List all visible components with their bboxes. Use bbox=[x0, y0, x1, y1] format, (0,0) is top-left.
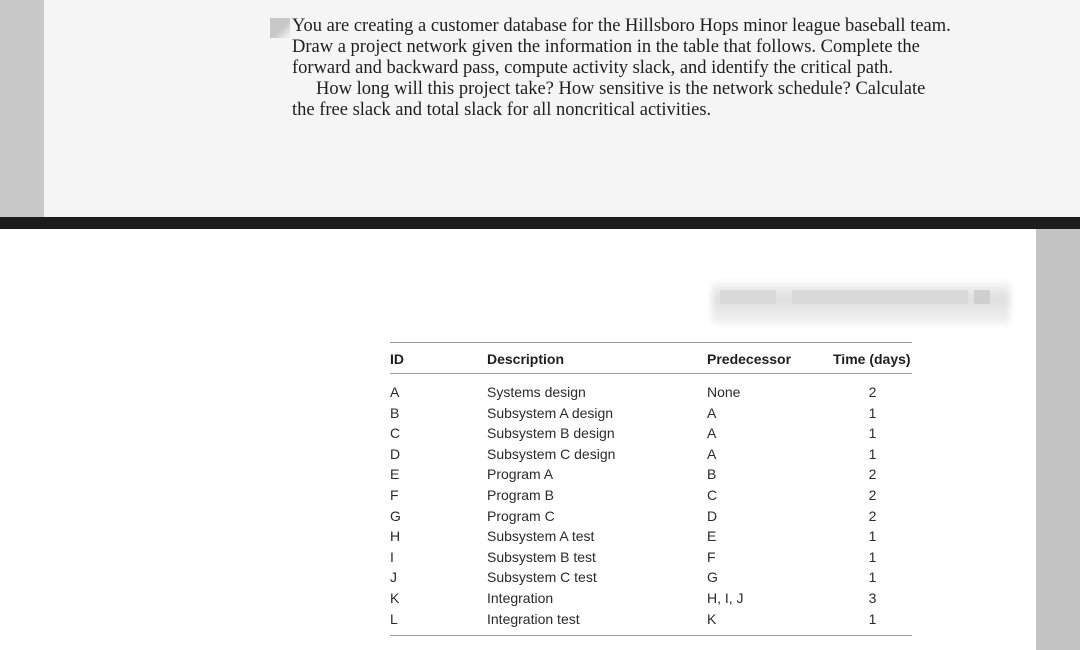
cell-time: 1 bbox=[868, 425, 877, 442]
cell-description: Subsystem A test bbox=[487, 528, 595, 545]
table-row bbox=[390, 374, 912, 403]
cell-predecessor: B bbox=[707, 466, 717, 483]
activity-table bbox=[390, 342, 912, 636]
cell-predecessor: None bbox=[707, 384, 741, 400]
cell-description: Systems design bbox=[487, 384, 586, 400]
cell-time: 2 bbox=[868, 466, 877, 483]
cell-description: Integration test bbox=[487, 609, 707, 636]
cell-predecessor: K bbox=[707, 609, 833, 636]
table-row bbox=[390, 485, 912, 506]
table-row bbox=[390, 464, 912, 485]
cell-time: 3 bbox=[868, 589, 877, 606]
table-body bbox=[390, 374, 912, 636]
table-row bbox=[390, 526, 912, 547]
table-row bbox=[390, 547, 912, 568]
cell-id: L bbox=[390, 609, 487, 636]
cell-predecessor: C bbox=[707, 486, 718, 503]
cell-description: Subsystem A design bbox=[487, 404, 614, 421]
cell-predecessor: A bbox=[707, 425, 717, 442]
table-row bbox=[390, 567, 912, 588]
cell-id: D bbox=[390, 445, 401, 462]
cell-description: Program C bbox=[487, 507, 555, 524]
table-row bbox=[390, 423, 912, 444]
table-row bbox=[390, 588, 912, 609]
obscured-block bbox=[792, 290, 968, 304]
cell-description: Subsystem B design bbox=[487, 425, 615, 442]
header-time: Time (days) bbox=[833, 343, 912, 374]
cell-id: B bbox=[390, 404, 400, 421]
cell-id: E bbox=[390, 466, 400, 483]
cell-predecessor: F bbox=[707, 548, 716, 565]
cell-id: A bbox=[390, 384, 400, 400]
cell-time: 1 bbox=[868, 528, 877, 545]
problem-paragraph-1: You are creating a customer database for the Hillsboro Hops minor league baseball team. Draw a project network given the information in the table that follows. Complete the forward and backward pass, compute activity slack, and identify the critical path. bbox=[292, 16, 951, 78]
cell-id: K bbox=[390, 589, 400, 606]
cell-time: 1 bbox=[868, 445, 877, 462]
obscured-block bbox=[974, 290, 990, 304]
cell-time: 1 bbox=[833, 609, 912, 636]
cell-predecessor: D bbox=[707, 507, 718, 524]
cell-description: Subsystem C test bbox=[487, 569, 597, 586]
cell-predecessor: A bbox=[707, 404, 717, 421]
header-description: Description bbox=[487, 343, 707, 374]
cell-description: Subsystem C design bbox=[487, 445, 616, 462]
cell-predecessor: A bbox=[707, 445, 717, 462]
cell-time: 2 bbox=[868, 507, 877, 524]
table-row bbox=[390, 609, 912, 636]
obscured-block bbox=[720, 290, 776, 304]
right-margin-strip bbox=[1036, 229, 1080, 650]
table-header-row bbox=[390, 343, 912, 374]
cell-id: C bbox=[390, 425, 401, 442]
cell-predecessor: E bbox=[707, 528, 717, 545]
header-predecessor: Predecessor bbox=[707, 343, 833, 374]
page-divider bbox=[0, 217, 1080, 229]
table-row bbox=[390, 403, 912, 424]
problem-paragraph-2: How long will this project take? How sensitive is the network schedule? Calculate the free slack and total slack for all noncritical activities. bbox=[292, 79, 926, 120]
cell-time: 1 bbox=[868, 569, 877, 586]
cell-id: J bbox=[390, 569, 397, 586]
cell-id: H bbox=[390, 528, 401, 545]
cell-time: 1 bbox=[868, 404, 877, 421]
cell-description: Program B bbox=[487, 486, 554, 503]
table-row bbox=[390, 506, 912, 527]
corner-marker bbox=[270, 18, 290, 38]
cell-predecessor: G bbox=[707, 569, 718, 586]
cell-time: 2 bbox=[868, 384, 877, 400]
problem-statement bbox=[292, 16, 952, 121]
cell-description: Integration bbox=[487, 589, 554, 606]
cell-predecessor: H, I, J bbox=[707, 589, 744, 606]
cell-description: Subsystem B test bbox=[487, 548, 596, 565]
cell-id: I bbox=[390, 548, 394, 565]
cell-time: 2 bbox=[868, 486, 877, 503]
cell-id: F bbox=[390, 486, 399, 503]
table-row bbox=[390, 444, 912, 465]
cell-id: G bbox=[390, 507, 401, 524]
cell-time: 1 bbox=[868, 548, 877, 565]
cell-description: Program A bbox=[487, 466, 554, 483]
header-id: ID bbox=[390, 343, 487, 374]
left-margin-strip bbox=[0, 0, 44, 217]
